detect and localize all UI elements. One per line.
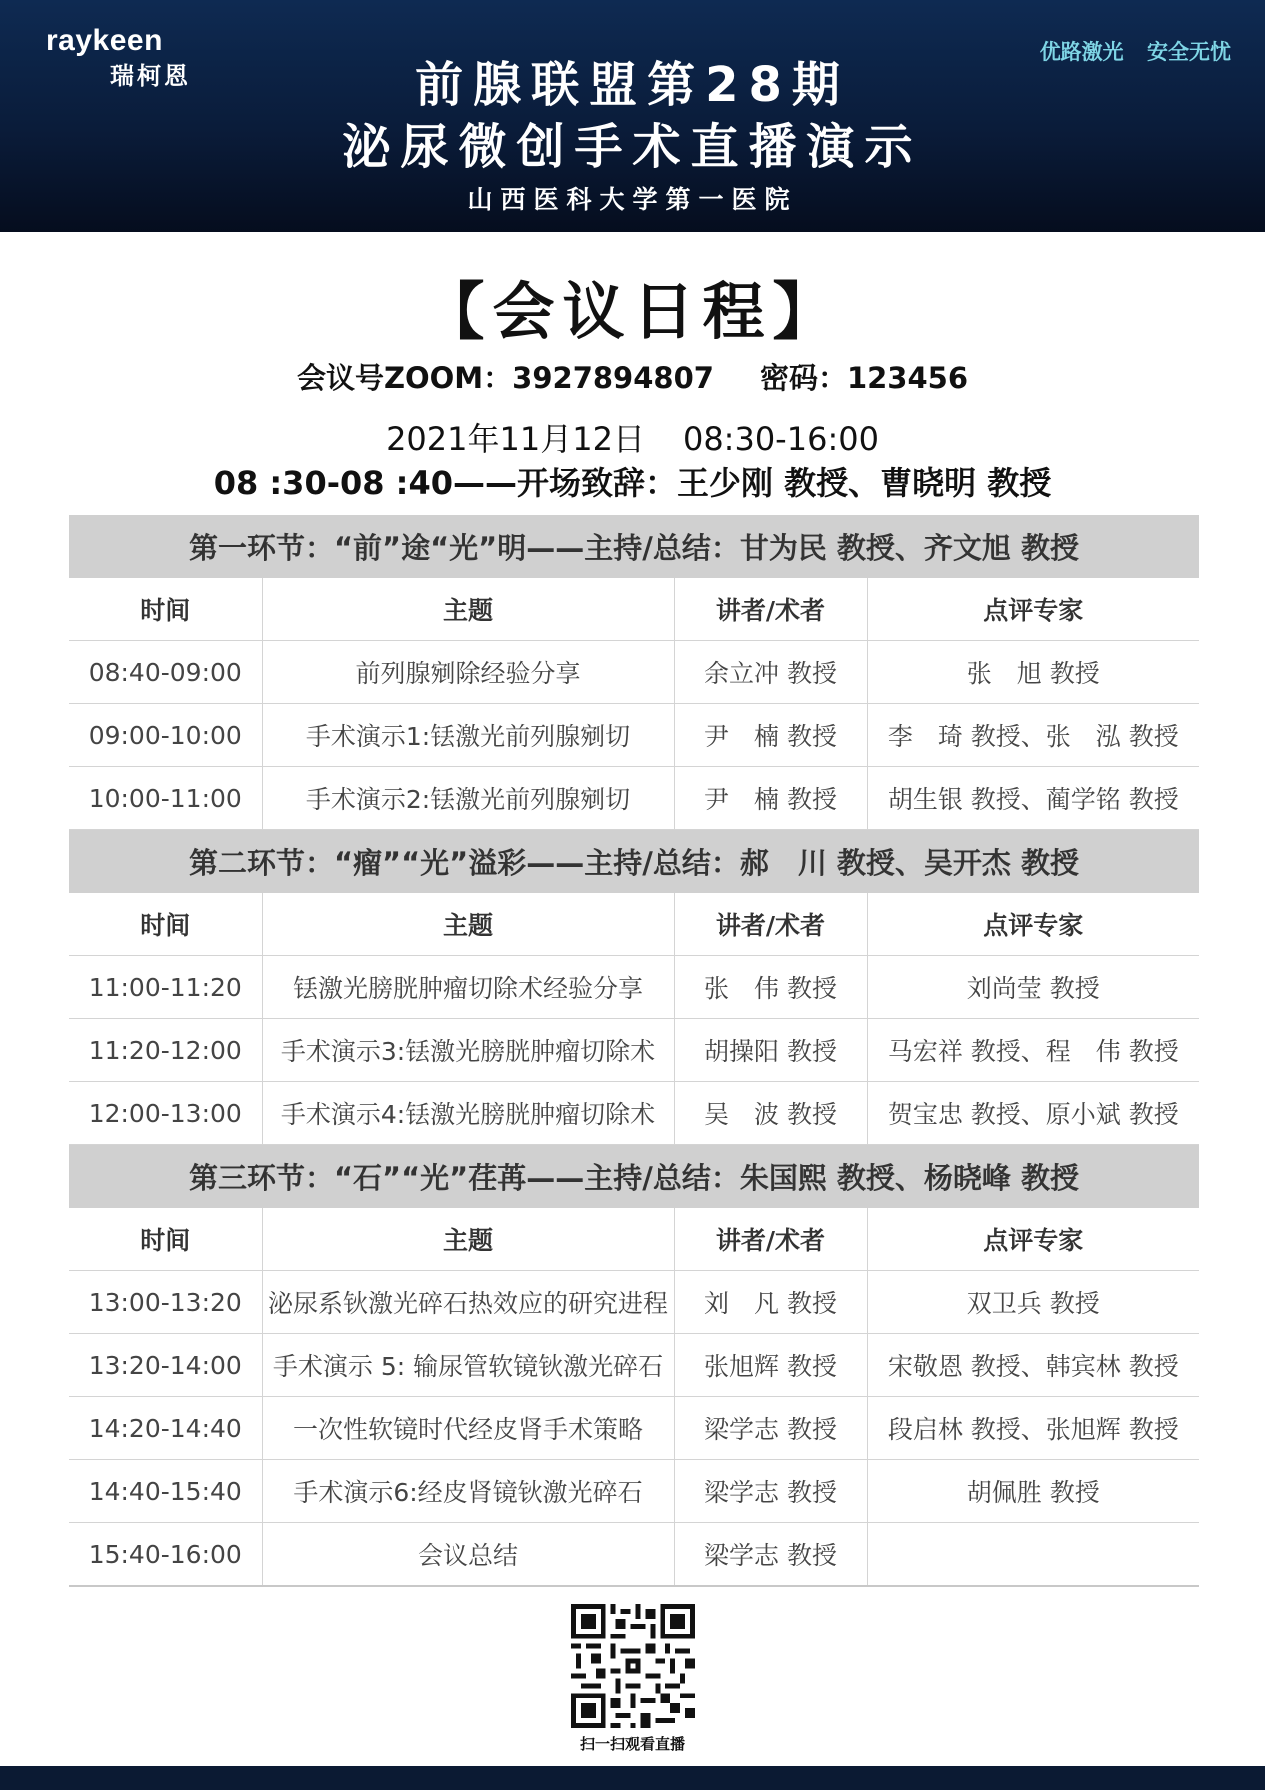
table-row [69,956,1199,1019]
column-header: 时间 [69,578,262,641]
reviewer-cell: 宋敬恩 教授、韩宾林 教授 [867,1334,1199,1397]
section-header [69,1145,1199,1209]
column-header: 点评专家 [867,893,1199,956]
reviewer-cell: 张 旭 教授 [867,641,1199,704]
time-cell: 11:20-12:00 [69,1019,262,1082]
speaker-cell: 尹 楠 教授 [674,704,867,767]
speaker-cell: 梁学志 教授 [674,1397,867,1460]
header-banner [0,0,1265,232]
reviewer-cell: 李 琦 教授、张 泓 教授 [867,704,1199,767]
qr-code-icon[interactable] [571,1604,695,1728]
table-row [69,641,1199,704]
logo-chinese: 瑞柯恩 [110,62,191,90]
column-header-row [69,578,1199,641]
time-cell: 13:20-14:00 [69,1334,262,1397]
speaker-cell: 梁学志 教授 [674,1460,867,1523]
event-title-line1: 前腺联盟第28期 [415,57,850,113]
speaker-cell: 张 伟 教授 [674,956,867,1019]
event-title-line2: 泌尿微创手术直播演示 [342,119,923,175]
time-cell: 08:40-09:00 [69,641,262,704]
time-cell: 11:00-11:20 [69,956,262,1019]
column-header: 点评专家 [867,578,1199,641]
zoom-info [0,356,1265,397]
time-cell: 09:00-10:00 [69,704,262,767]
speaker-cell: 梁学志 教授 [674,1523,867,1587]
reviewer-cell: 马宏祥 教授、程 伟 教授 [867,1019,1199,1082]
topic-cell: 手术演示4:铥激光膀胱肿瘤切除术 [262,1082,674,1145]
hospital-name: 山西医科大学第一医院 [467,185,798,214]
time-cell: 12:00-13:00 [69,1082,262,1145]
section-header [69,830,1199,894]
meeting-date: 2021年11月12日 [386,420,645,458]
time-cell: 14:20-14:40 [69,1397,262,1460]
column-header: 主题 [262,578,674,641]
zoom-password: 密码：123456 [759,361,969,395]
table-row [69,767,1199,830]
column-header: 讲者/术者 [674,893,867,956]
slogan: 优路激光 安全无忧 [1039,40,1231,64]
table-row [69,1523,1199,1587]
time-cell: 13:00-13:20 [69,1271,262,1334]
section-title: 第一环节：“前”途“光”明——主持/总结：甘为民 教授、齐文旭 教授 [69,515,1199,578]
column-header: 时间 [69,1208,262,1271]
table-row [69,1019,1199,1082]
reviewer-cell: 刘尚莹 教授 [867,956,1199,1019]
column-header: 讲者/术者 [674,1208,867,1271]
qr-caption: 扫一扫观看直播 [579,1735,685,1753]
column-header-row [69,1208,1199,1271]
table-row [69,1271,1199,1334]
column-header: 主题 [262,1208,674,1271]
speaker-cell: 余立冲 教授 [674,641,867,704]
table-row [69,1334,1199,1397]
section-title: 第三环节：“石”“光”荏苒——主持/总结：朱国熙 教授、杨晓峰 教授 [69,1145,1199,1209]
table-row [69,704,1199,767]
footer-bar [0,1766,1265,1790]
meeting-time-range: 08:30-16:00 [682,420,879,458]
time-cell: 14:40-15:40 [69,1460,262,1523]
topic-cell: 手术演示1:铥激光前列腺剜切 [262,704,674,767]
topic-cell: 铥激光膀胱肿瘤切除术经验分享 [262,956,674,1019]
time-cell: 10:00-11:00 [69,767,262,830]
table-row [69,1460,1199,1523]
topic-cell: 手术演示3:铥激光膀胱肿瘤切除术 [262,1019,674,1082]
column-header: 时间 [69,893,262,956]
schedule-table [69,515,1199,1587]
agenda-title: 【会议日程】 [422,275,843,348]
topic-cell: 手术演示 5: 输尿管软镜钬激光碎石 [262,1334,674,1397]
date-time [0,414,1265,460]
speaker-cell: 刘 凡 教授 [674,1271,867,1334]
reviewer-cell: 段启林 教授、张旭辉 教授 [867,1397,1199,1460]
section-header [69,515,1199,578]
reviewer-cell: 双卫兵 教授 [867,1271,1199,1334]
reviewer-cell [867,1523,1199,1587]
reviewer-cell: 贺宝忠 教授、原小斌 教授 [867,1082,1199,1145]
time-cell: 15:40-16:00 [69,1523,262,1587]
table-row [69,1397,1199,1460]
reviewer-cell: 胡佩胜 教授 [867,1460,1199,1523]
topic-cell: 泌尿系钬激光碎石热效应的研究进程 [262,1271,674,1334]
zoom-meeting-id: 会议号ZOOM：3927894807 [296,361,714,395]
opening-remarks: 08 :30-08 :40——开场致辞：王少刚 教授、曹晓明 教授 [213,464,1052,502]
topic-cell: 一次性软镜时代经皮肾手术策略 [262,1397,674,1460]
table-row [69,1082,1199,1145]
reviewer-cell: 胡生银 教授、蔺学铭 教授 [867,767,1199,830]
topic-cell: 前列腺剜除经验分享 [262,641,674,704]
topic-cell: 会议总结 [262,1523,674,1587]
speaker-cell: 张旭辉 教授 [674,1334,867,1397]
column-header-row [69,893,1199,956]
topic-cell: 手术演示2:铥激光前列腺剜切 [262,767,674,830]
column-header: 点评专家 [867,1208,1199,1271]
topic-cell: 手术演示6:经皮肾镜钬激光碎石 [262,1460,674,1523]
section-title: 第二环节：“瘤”“光”溢彩——主持/总结：郝 川 教授、吴开杰 教授 [69,830,1199,894]
column-header: 主题 [262,893,674,956]
column-header: 讲者/术者 [674,578,867,641]
speaker-cell: 尹 楠 教授 [674,767,867,830]
logo-english: raykeen [46,24,163,57]
speaker-cell: 吴 波 教授 [674,1082,867,1145]
speaker-cell: 胡操阳 教授 [674,1019,867,1082]
